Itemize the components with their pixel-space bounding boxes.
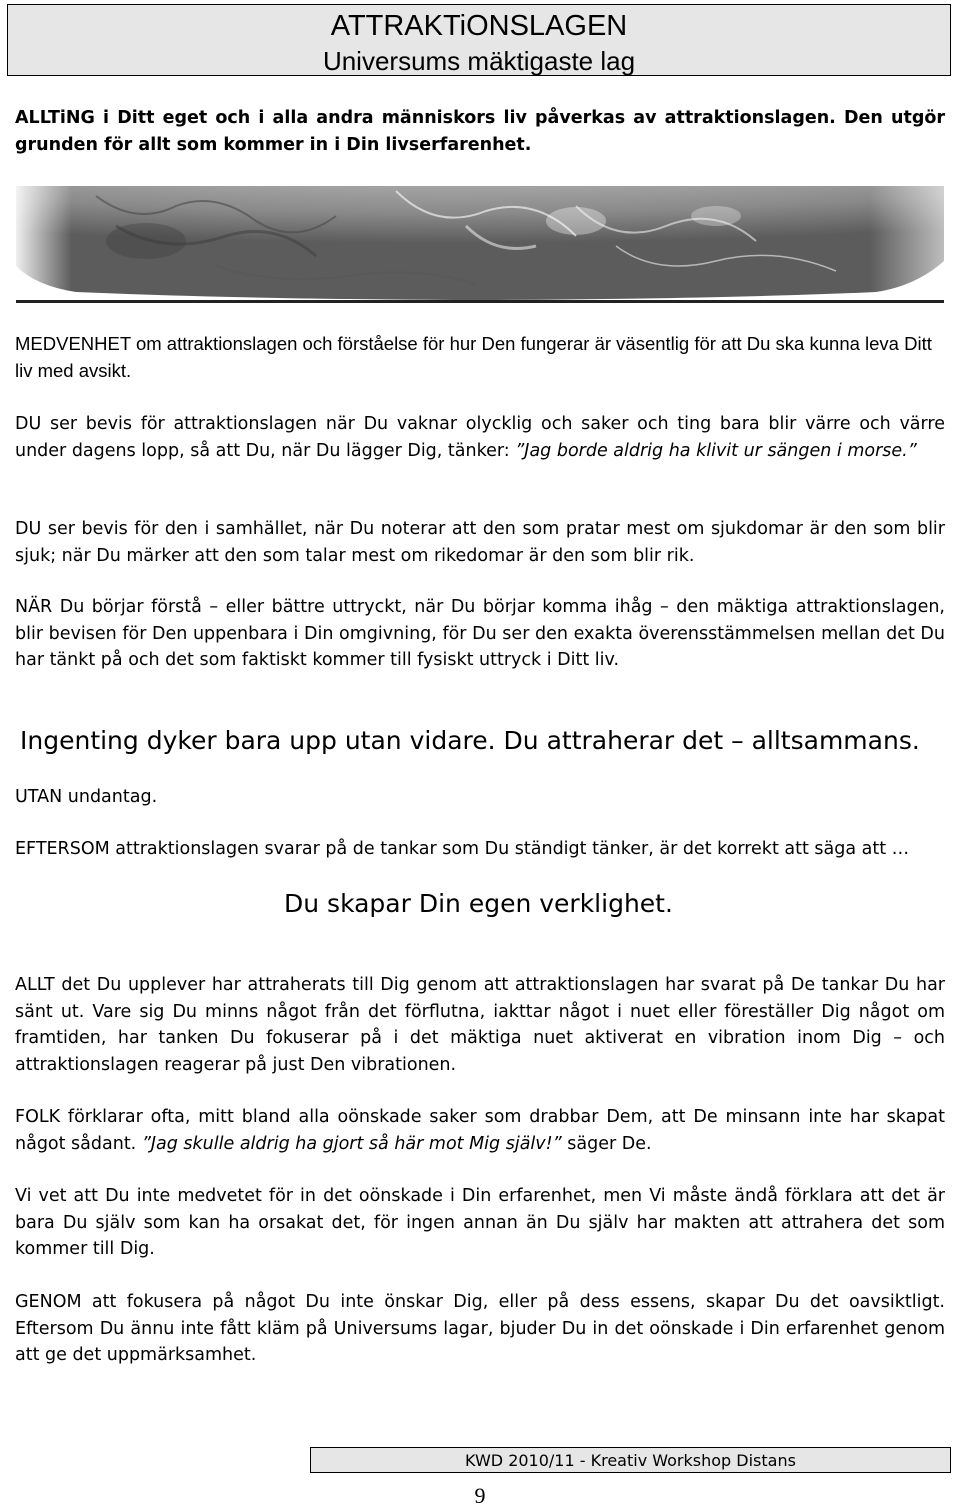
page-title: ATTRAKTiONSLAGEN	[330, 10, 628, 42]
evidence-paragraph-2: DU ser bevis för den i samhället, när Du noterar att den som pratar mest om sjukdomar är den som blir sjuk; när Du märker att den som talar mest om rikedomar är den som blir rik.	[15, 519, 945, 566]
footer-box	[310, 1447, 951, 1473]
awareness-paragraph: MEDVENHET om attraktionslagen och förståelse för hur Den fungerar är väsentlig för att Du ska kunna leva Ditt liv med avsikt.	[15, 333, 932, 381]
without-exception-line: UTAN undantag.	[15, 787, 158, 807]
emphasis-line-2: Du skapar Din egen verklighet.	[284, 889, 673, 918]
remember-paragraph: NÄR Du börjar förstå – eller bättre uttryckt, när Du börjar komma ihåg – den mäktiga attraktionslagen, blir bevisen för Den uppenbara i Din omgivning, för Du ser den exakta överensstämmelsen mellan det Du har tänkt på och det som faktiskt kommer till fysiskt uttryck i Ditt liv.	[15, 597, 945, 670]
intro-paragraph: ALLTiNG i Ditt eget och i alla andra människors liv påverkas av attraktionslagen. Den utgör grunden för allt som kommer in i Din livserfarenhet.	[15, 108, 945, 155]
evidence-1-quote: ”Jag borde aldrig ha klivit ur sängen i morse.”	[515, 440, 917, 461]
people-after: säger De.	[561, 1133, 652, 1154]
people-quote: ”Jag skulle aldrig ha gjort så här mot Mig själv!”	[141, 1133, 562, 1154]
emphasis-line-1: Ingenting dyker bara upp utan vidare. Du attraherar det – alltsammans.	[20, 726, 920, 755]
evidence-1-text: DU ser bevis för attraktionslagen när Du vaknar olycklig och saker och ting bara blir värre och värre under dagens lopp, så att Du, när Du lägger Dig, tänker:	[15, 414, 945, 461]
people-text: FOLK förklarar ofta, mitt bland alla oönskade saker som drabbar Dem, att De minsann inte har skapat något sådant.	[15, 1107, 945, 1154]
everything-paragraph: ALLT det Du upplever har attraherats till Dig genom att attraktionslagen har svarat på De tankar Du har sänt ut. Vare sig Du minns något från det förflutna, iakttar något i nuet eller föreställer Dig något om framtiden, har tanken Du fokuserar på i det mäktiga nuet aktiverat en vibration inom Dig – och attraktionslagen reagerar på just Den vibrationen.	[15, 975, 945, 1075]
we-know-paragraph: Vi vet att Du inte medvetet för in det oönskade i Din erfarenhet, men Vi måste ändå förklara att det är bara Du själv som kan ha orsakat det, för ingen annan än Du själv har makten att attrahera det som kommer till Dig.	[15, 1186, 945, 1259]
evidence-paragraph-1	[15, 411, 945, 464]
sun-surface-image	[16, 186, 944, 303]
header-box	[7, 4, 951, 76]
since-paragraph: EFTERSOM attraktionslagen svarar på de tankar som Du ständigt tänker, är det korrekt att säga att …	[15, 839, 910, 859]
page-number: 9	[474, 1483, 486, 1508]
page-subtitle: Universums mäktigaste lag	[322, 46, 636, 76]
people-paragraph	[15, 1104, 945, 1157]
by-focusing-paragraph: GENOM att fokusera på något Du inte önskar Dig, eller på dess essens, skapar Du det oavsiktligt. Eftersom Du ännu inte fått kläm på Universums lagar, bjuder Du in det oönskade i Din erfarenhet genom att ge det uppmärksamhet.	[15, 1292, 945, 1365]
footer-text: KWD 2010/11 - Kreativ Workshop Distans	[465, 1451, 796, 1470]
